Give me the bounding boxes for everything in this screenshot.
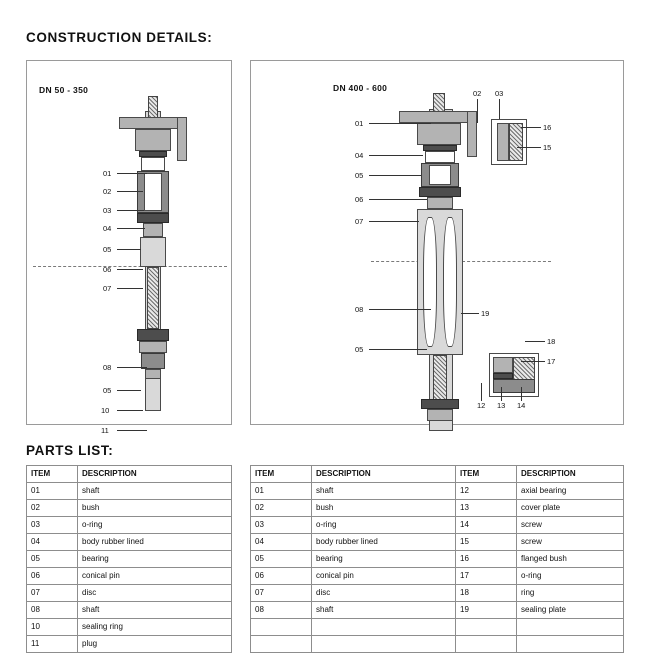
- leader-r-05b: [369, 349, 427, 350]
- table-row: [251, 500, 624, 517]
- cell-description: conical pin: [78, 568, 232, 585]
- column-header-description-2: DESCRIPTION: [517, 466, 624, 483]
- leader-r-13: [501, 387, 502, 401]
- oring-housing: [141, 157, 165, 171]
- axial-bearing-detail: [493, 357, 513, 373]
- callout-r-07: 07: [355, 217, 364, 226]
- table-row: [251, 602, 624, 619]
- cell-description-2: screw: [517, 534, 624, 551]
- callout-r-06: 06: [355, 195, 364, 204]
- cell-item-2: 18: [456, 585, 517, 602]
- cell-description-2: o-ring: [517, 568, 624, 585]
- bottom-cap-right: [427, 409, 453, 421]
- callout-04: 04: [103, 224, 112, 233]
- cover-plate-detail: [493, 379, 535, 393]
- cell-description-1: conical pin: [312, 568, 456, 585]
- leader-r-07: [369, 221, 419, 222]
- table-row: [251, 517, 624, 534]
- cell-item: 02: [27, 500, 78, 517]
- leader-r-03: [499, 99, 500, 119]
- body-rib-right: [177, 117, 187, 161]
- table-row: [27, 619, 232, 636]
- cell-description-1: disc: [312, 585, 456, 602]
- bearing-upper-right: [419, 187, 461, 197]
- cell-description: shaft: [78, 602, 232, 619]
- leader-r-12: [481, 383, 482, 401]
- cell-item-1: 02: [251, 500, 312, 517]
- leader-02: [117, 191, 143, 192]
- callout-05a: 05: [103, 245, 112, 254]
- table-row: [27, 551, 232, 568]
- cell-description-1: shaft: [312, 602, 456, 619]
- cell-description-2: axial bearing: [517, 483, 624, 500]
- drawing-label-right: DN 400 - 600: [333, 83, 388, 93]
- sealing-ring: [139, 341, 167, 353]
- callout-11: 11: [101, 426, 109, 435]
- cell-description: shaft: [78, 483, 232, 500]
- callout-r-12: 12: [477, 401, 486, 410]
- callout-r-08: 08: [355, 305, 364, 314]
- leader-r-15: [517, 147, 541, 148]
- leader-r-19: [461, 313, 479, 314]
- cell-description-2: screw: [517, 517, 624, 534]
- leader-05b: [117, 390, 141, 391]
- column-header-item-2: ITEM: [456, 466, 517, 483]
- centerline-horizontal: [33, 266, 227, 267]
- flanged-bush-detail: [497, 123, 509, 161]
- cell-description-2: cover plate: [517, 500, 624, 517]
- leader-r-18: [525, 341, 545, 342]
- table-header-row: [27, 466, 232, 483]
- bonnet: [135, 129, 171, 151]
- leader-r-04: [369, 155, 423, 156]
- page-title-parts: PARTS LIST:: [26, 443, 114, 458]
- callout-08: 08: [103, 363, 112, 372]
- cell-description-1: body rubber lined: [312, 534, 456, 551]
- cell-description: bearing: [78, 551, 232, 568]
- cell-item-2: [456, 619, 517, 636]
- disc-inner-right: [443, 217, 457, 347]
- table-row: [251, 568, 624, 585]
- leader-r-16: [521, 127, 541, 128]
- table-row: [251, 483, 624, 500]
- shaft-lower: [147, 267, 159, 329]
- cell-item: 01: [27, 483, 78, 500]
- cell-item: 06: [27, 568, 78, 585]
- cell-item-1: 03: [251, 517, 312, 534]
- cell-description: sealing ring: [78, 619, 232, 636]
- cell-item-1: [251, 619, 312, 636]
- leader-r-08: [369, 309, 431, 310]
- cell-item-2: 19: [456, 602, 517, 619]
- table-row: [251, 585, 624, 602]
- screw-detail-top: [509, 123, 523, 161]
- callout-r-13: 13: [497, 401, 506, 410]
- cell-item-2: 16: [456, 551, 517, 568]
- column-header-description-1: DESCRIPTION: [312, 466, 456, 483]
- cell-item: 08: [27, 602, 78, 619]
- cell-description: plug: [78, 636, 232, 653]
- leader-03: [117, 210, 144, 211]
- callout-03: 03: [103, 206, 112, 215]
- callout-r-04: 04: [355, 151, 364, 160]
- table-row: [251, 619, 624, 636]
- bearing-upper: [137, 213, 169, 223]
- cell-item: 10: [27, 619, 78, 636]
- cell-item-2: 15: [456, 534, 517, 551]
- cell-description-2: [517, 619, 624, 636]
- bearing-lower: [137, 329, 169, 341]
- drawing-label-left: DN 50 - 350: [39, 85, 89, 95]
- leader-r-17: [521, 361, 545, 362]
- cell-description-2: flanged bush: [517, 551, 624, 568]
- oring-housing-right: [425, 151, 455, 163]
- column-header-item: ITEM: [27, 466, 78, 483]
- table-row: [27, 483, 232, 500]
- bore-upper-right: [429, 165, 451, 185]
- disc-inner-left: [423, 217, 437, 347]
- leader-10: [117, 410, 143, 411]
- callout-r-05a: 05: [355, 171, 364, 180]
- callout-r-05b: 05: [355, 345, 364, 354]
- conical-pin-right: [427, 197, 453, 209]
- leader-01: [117, 173, 147, 174]
- body-rib-right-2: [467, 111, 477, 157]
- cell-item: 07: [27, 585, 78, 602]
- callout-r-01: 01: [355, 119, 364, 128]
- table-row: [27, 534, 232, 551]
- column-header-description: DESCRIPTION: [78, 466, 232, 483]
- callout-r-15: 15: [543, 143, 552, 152]
- parts-list-table-right: [250, 465, 624, 653]
- table-row: [27, 500, 232, 517]
- parts-list-table-left: [26, 465, 232, 653]
- cell-item-2: 13: [456, 500, 517, 517]
- bonnet-right: [417, 123, 461, 145]
- callout-r-02: 02: [473, 89, 482, 98]
- cell-description-1: o-ring: [312, 517, 456, 534]
- callout-10: 10: [101, 406, 110, 415]
- table-row: [251, 551, 624, 568]
- cell-description: bush: [78, 500, 232, 517]
- cell-item-2: 14: [456, 517, 517, 534]
- cell-description-2: sealing plate: [517, 602, 624, 619]
- page-title-construction: CONSTRUCTION DETAILS:: [26, 30, 213, 45]
- callout-02: 02: [103, 187, 112, 196]
- table-row: [27, 585, 232, 602]
- table-row: [27, 517, 232, 534]
- callout-r-03: 03: [495, 89, 504, 98]
- cell-item: 03: [27, 517, 78, 534]
- disc: [140, 237, 166, 267]
- callout-05b: 05: [103, 386, 112, 395]
- bearing-lower-right: [421, 399, 459, 409]
- leader-r-06: [369, 199, 427, 200]
- cell-description-1: [312, 619, 456, 636]
- callout-r-19: 19: [481, 309, 490, 318]
- leader-11: [117, 430, 147, 431]
- top-flange-right: [399, 111, 477, 123]
- table-row: [251, 534, 624, 551]
- cell-item-1: 04: [251, 534, 312, 551]
- drawing-panel-dn400-600: [250, 60, 624, 425]
- callout-r-18: 18: [547, 337, 556, 346]
- cell-description: disc: [78, 585, 232, 602]
- cell-description-1: bearing: [312, 551, 456, 568]
- callout-01: 01: [103, 169, 112, 178]
- table-row: [27, 602, 232, 619]
- leader-07: [117, 288, 143, 289]
- cell-item-1: 06: [251, 568, 312, 585]
- cell-item-2: 17: [456, 568, 517, 585]
- table-row: [27, 568, 232, 585]
- cell-item: 05: [27, 551, 78, 568]
- leader-r-05a: [369, 175, 421, 176]
- conical-pin: [143, 223, 163, 237]
- cell-description-1: bush: [312, 500, 456, 517]
- leader-05a: [117, 249, 141, 250]
- drawing-panel-dn50-350: [26, 60, 232, 435]
- leader-04: [117, 228, 145, 229]
- cell-item-1: 01: [251, 483, 312, 500]
- cell-description-1: shaft: [312, 483, 456, 500]
- cell-description: body rubber lined: [78, 534, 232, 551]
- cell-item-1: 08: [251, 602, 312, 619]
- leader-06: [117, 269, 143, 270]
- leader-r-02: [477, 99, 478, 123]
- cell-item-2: 12: [456, 483, 517, 500]
- table-header-row: [251, 466, 624, 483]
- callout-r-14: 14: [517, 401, 526, 410]
- column-header-item-1: ITEM: [251, 466, 312, 483]
- callout-r-17: 17: [547, 357, 556, 366]
- bore-upper: [144, 173, 162, 211]
- cell-item-1: 07: [251, 585, 312, 602]
- cell-item-1: 05: [251, 551, 312, 568]
- leader-08: [117, 367, 147, 368]
- leader-r-14: [521, 387, 522, 401]
- cell-description-2: ring: [517, 585, 624, 602]
- cell-description: o-ring: [78, 517, 232, 534]
- plug-base: [145, 369, 161, 379]
- callout-07: 07: [103, 284, 112, 293]
- leader-r-01: [369, 123, 431, 124]
- callout-r-16: 16: [543, 123, 552, 132]
- cell-item: 11: [27, 636, 78, 653]
- cell-item: 04: [27, 534, 78, 551]
- callout-06: 06: [103, 265, 112, 274]
